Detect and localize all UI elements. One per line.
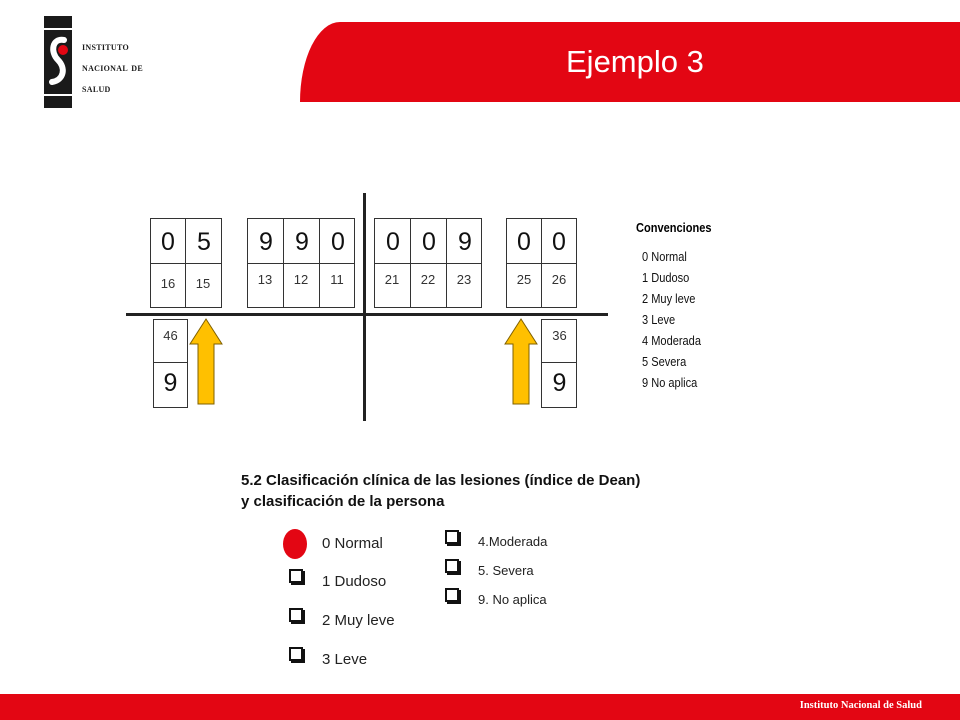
checkbox[interactable]	[289, 608, 303, 622]
tooth-number: 11	[330, 272, 344, 287]
convention-item: 4 Moderada	[642, 333, 701, 348]
option-label: 2 Muy leve	[322, 612, 395, 629]
option-label: 0 Normal	[322, 535, 383, 552]
conventions-title: Convenciones	[636, 220, 712, 235]
value-46: 9	[163, 369, 178, 397]
tooth-number: 12	[293, 272, 309, 287]
value-15: 5	[197, 228, 211, 256]
logo-text	[82, 36, 143, 99]
tooth-number: 13	[257, 272, 273, 287]
option-label: 1 Dudoso	[322, 573, 387, 590]
convention-item: 3 Leve	[642, 312, 676, 327]
tooth-number: 22	[420, 272, 436, 287]
tooth-number-36: 36	[552, 328, 567, 343]
option-label: 4.Moderada	[478, 534, 548, 549]
convention-item: 2 Muy leve	[642, 291, 696, 306]
section-title-line-2: y clasificación de la persona	[241, 493, 445, 510]
selected-marker	[283, 529, 307, 559]
section-title	[241, 470, 641, 512]
tooth-number: 25	[516, 272, 532, 287]
checkbox[interactable]	[289, 647, 303, 661]
convention-item: 0 Normal	[642, 249, 687, 264]
value-22: 0	[422, 228, 436, 256]
logo-line-3: salud	[82, 81, 111, 95]
tooth-number: 23	[456, 272, 472, 287]
value-36: 9	[552, 369, 567, 397]
tooth-number: 15	[195, 276, 211, 291]
tooth-number: 26	[551, 272, 567, 287]
value-23: 9	[458, 228, 472, 256]
value-26: 0	[552, 228, 566, 256]
chart-vertical-divider	[363, 193, 366, 421]
tooth-number: 21	[384, 272, 400, 287]
page-title: Ejemplo 3	[566, 44, 704, 79]
checkbox[interactable]	[445, 530, 459, 544]
tooth-number: 16	[160, 276, 176, 291]
value-12: 9	[295, 228, 309, 256]
option-label: 3 Leve	[322, 651, 368, 668]
option-label: 5. Severa	[478, 563, 534, 578]
value-21: 0	[386, 228, 400, 256]
section-title-line-1: 5.2 Clasificación clínica de las lesiones (índice de Dean)	[241, 472, 641, 489]
value-16: 0	[161, 228, 175, 256]
convention-item: 5 Severa	[642, 354, 687, 369]
convention-item: 9 No aplica	[642, 375, 698, 390]
chart-horizontal-divider	[126, 313, 608, 316]
convention-item: 1 Dudoso	[642, 270, 690, 285]
value-13: 9	[259, 228, 273, 256]
value-11: 0	[331, 228, 345, 256]
checkbox[interactable]	[445, 559, 459, 573]
checkbox[interactable]	[445, 588, 459, 602]
footer-text: Instituto Nacional de Salud	[799, 700, 922, 711]
arrow-up-icon	[504, 318, 538, 406]
arrow-up-icon	[189, 318, 223, 406]
option-label: 9. No aplica	[478, 592, 547, 607]
logo-line-1: instituto	[82, 39, 130, 53]
value-25: 0	[517, 228, 531, 256]
checkbox[interactable]	[289, 569, 303, 583]
logo-line-2: nacional de	[82, 60, 143, 74]
ins-logo-icon	[42, 16, 74, 108]
tooth-number-46: 46	[163, 328, 178, 343]
ins-logo	[42, 16, 182, 108]
